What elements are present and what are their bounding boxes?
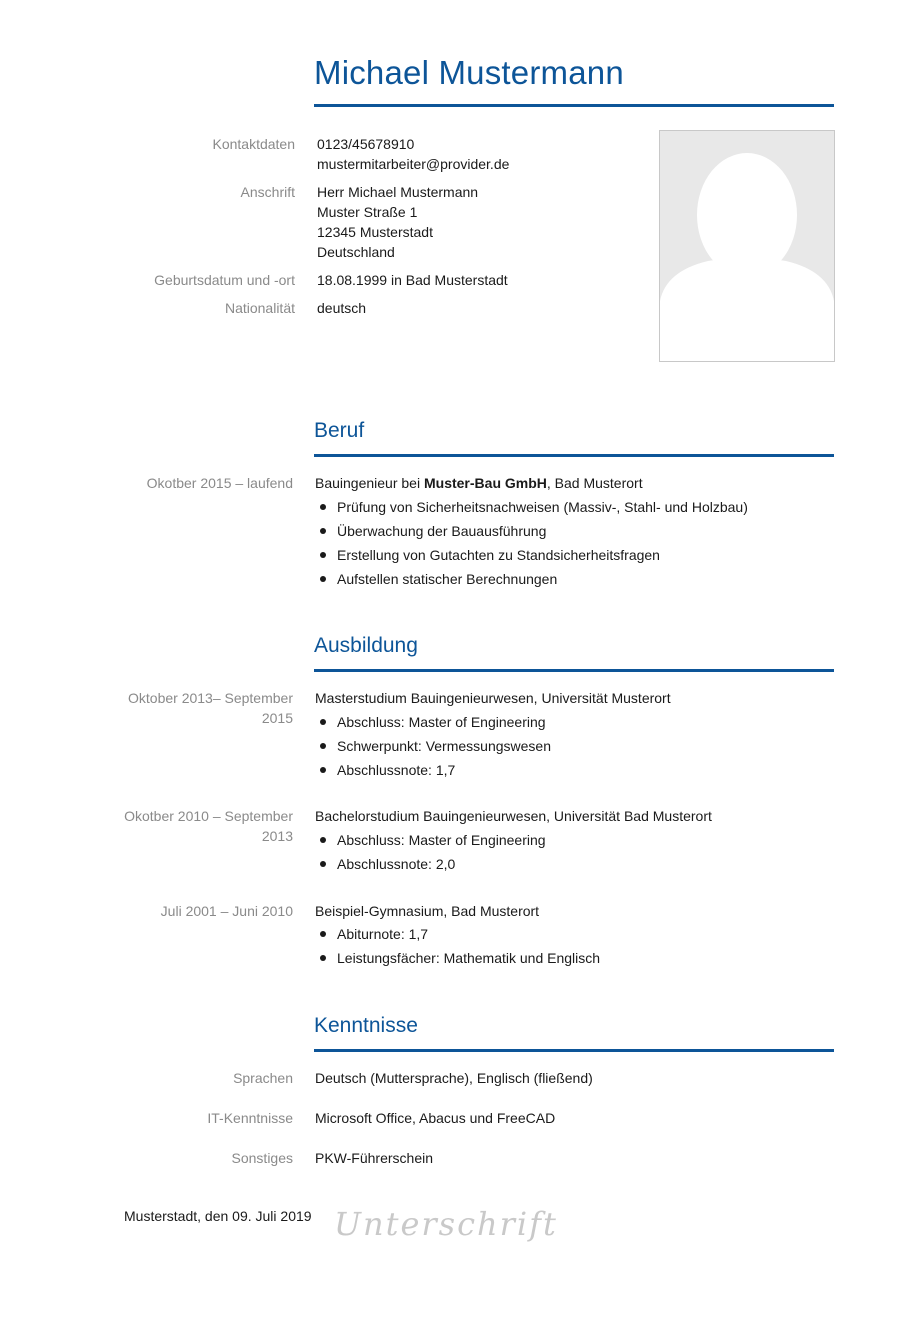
- address-line: Muster Straße 1: [317, 204, 418, 220]
- nationality-label: Nationalität: [224, 300, 295, 316]
- list-item: Abschlussnote: 1,7: [315, 758, 551, 782]
- section-rule: [314, 669, 834, 672]
- section-rule: [314, 1049, 834, 1052]
- education-details: [315, 828, 546, 876]
- section-heading-ausbildung: Ausbildung: [314, 634, 418, 657]
- title-rule: [314, 104, 834, 107]
- birth: 18.08.1999 in Bad Musterstadt: [317, 272, 508, 288]
- list-item: Schwerpunkt: Vermessungswesen: [315, 734, 551, 758]
- section-rule: [314, 454, 834, 457]
- contact-label: Kontaktdaten: [212, 136, 295, 152]
- job-date: Okotber 2015 – laufend: [146, 475, 293, 491]
- list-item: Abschluss: Master of Engineering: [315, 710, 551, 734]
- education-title: Masterstudium Bauingenieurwesen, Universität Musterort: [315, 690, 671, 706]
- list-item: Abschluss: Master of Engineering: [315, 828, 546, 852]
- list-item: Abiturnote: 1,7: [315, 922, 600, 946]
- address-label: Anschrift: [240, 184, 295, 200]
- list-item: Leistungsfächer: Mathematik und Englisch: [315, 946, 600, 970]
- birth-label: Geburtsdatum und -ort: [154, 272, 295, 288]
- list-item: Erstellung von Gutachten zu Standsicherheitsfragen: [315, 543, 748, 567]
- list-item: Aufstellen statischer Berechnungen: [315, 567, 748, 591]
- job-tasks: [315, 495, 748, 591]
- address-line: 12345 Musterstadt: [317, 224, 433, 240]
- skill-value: PKW-Führerschein: [315, 1150, 434, 1166]
- education-title: Bachelorstudium Bauingenieurwesen, Universität Bad Musterort: [315, 808, 712, 824]
- job-title: Bauingenieur bei Muster-Bau GmbH, Bad Musterort: [315, 475, 643, 491]
- skill-value: Microsoft Office, Abacus und FreeCAD: [315, 1110, 556, 1126]
- place-date: Musterstadt, den 09. Juli 2019: [124, 1208, 312, 1224]
- education-details: [315, 922, 600, 970]
- skill-label: Sprachen: [233, 1070, 293, 1086]
- skill-label: IT-Kenntnisse: [207, 1110, 293, 1126]
- person-silhouette-icon: [660, 131, 834, 361]
- list-item: Prüfung von Sicherheitsnachweisen (Massiv-, Stahl- und Holzbau): [315, 495, 748, 519]
- signature: Unterschrift: [334, 1205, 558, 1243]
- education-title: Beispiel-Gymnasium, Bad Musterort: [315, 903, 540, 919]
- phone: 0123/45678910: [317, 136, 415, 152]
- nationality: deutsch: [317, 300, 367, 316]
- skill-label: Sonstiges: [231, 1150, 293, 1166]
- education-date: Oktober 2013– September 2015: [128, 690, 293, 726]
- profile-photo: [659, 130, 835, 362]
- list-item: Abschlussnote: 2,0: [315, 852, 546, 876]
- page-title: Michael Mustermann: [314, 54, 624, 91]
- address-line: Deutschland: [317, 244, 395, 260]
- education-details: [315, 710, 551, 782]
- email: mustermitarbeiter@provider.de: [317, 156, 510, 172]
- education-date: Juli 2001 – Juni 2010: [160, 903, 293, 919]
- list-item: Überwachung der Bauausführung: [315, 519, 748, 543]
- section-heading-kenntnisse: Kenntnisse: [314, 1014, 418, 1037]
- skill-value: Deutsch (Muttersprache), Englisch (fließend): [315, 1070, 593, 1086]
- address-line: Herr Michael Mustermann: [317, 184, 479, 200]
- education-date: Okotber 2010 – September 2013: [124, 808, 293, 844]
- section-heading-beruf: Beruf: [314, 419, 365, 442]
